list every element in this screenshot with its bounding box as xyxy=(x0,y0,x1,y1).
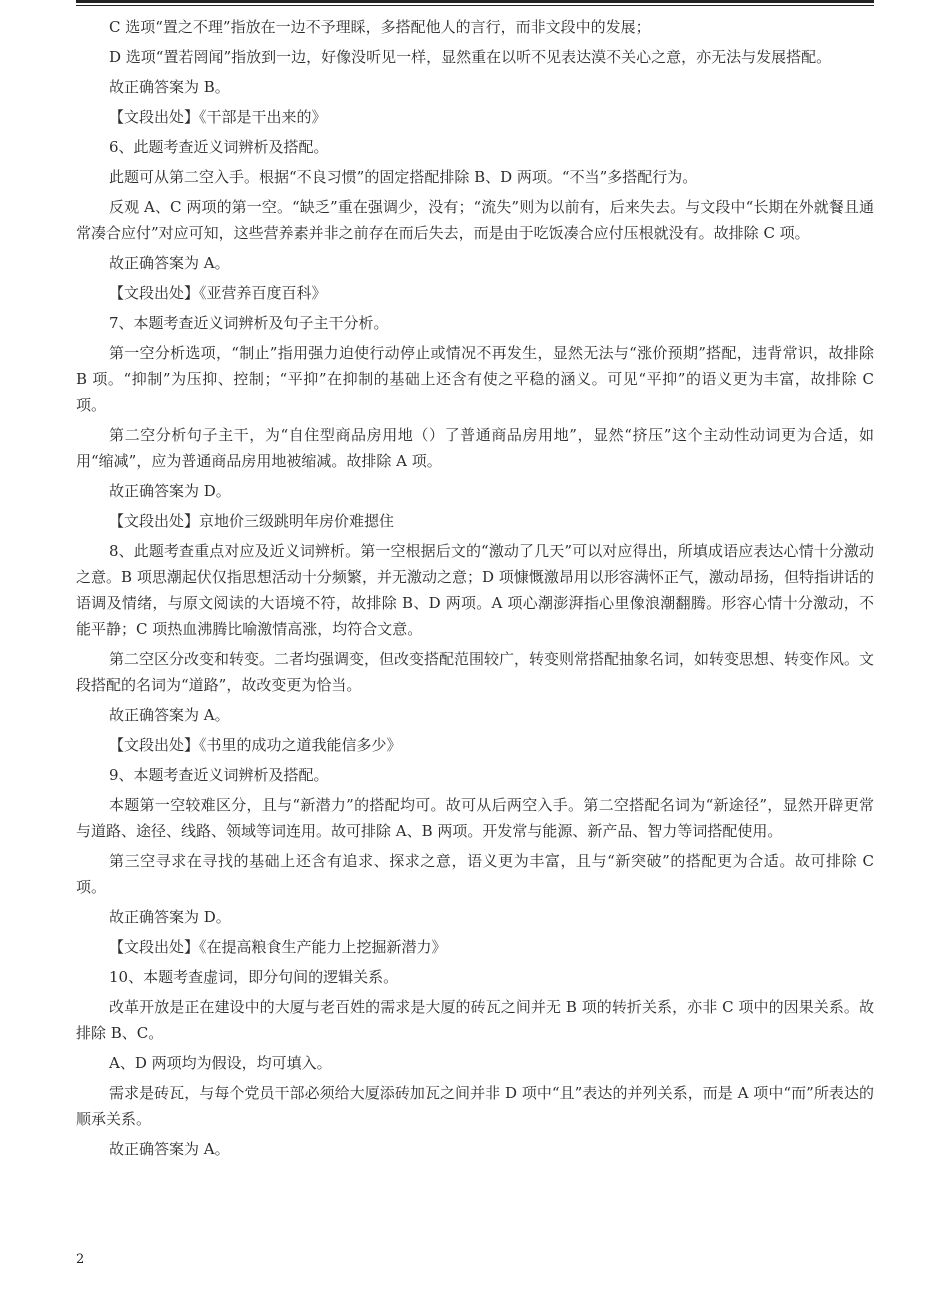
question-heading: 7、本题考查近义词辨析及句子主干分析。 xyxy=(109,314,389,332)
answer-line: 故正确答案为 D。 xyxy=(109,482,231,500)
answer-line: 故正确答案为 B。 xyxy=(109,78,230,96)
paragraph: 第二空区分改变和转变。二者均强调变，但改变搭配范围较广，转变则常搭配抽象名词，如转变思想、转变作风。文段搭配的名词为“道路”，故改变更为恰当。 xyxy=(76,650,875,694)
top-rule-thin xyxy=(76,5,874,6)
document-body xyxy=(76,14,874,1166)
answer-line: 故正确答案为 A。 xyxy=(109,254,230,272)
paragraph: 改革开放是正在建设中的大厦与老百姓的需求是大厦的砖瓦之间并无 B 项的转折关系，亦非 C 项中的因果关系。故排除 B、C。 xyxy=(76,998,874,1042)
source-line: 【文段出处】《亚营养百度百科》 xyxy=(109,284,327,302)
top-rule-thick xyxy=(76,0,874,3)
paragraph: A、D 两项均为假设，均可填入。 xyxy=(109,1054,332,1072)
source-line: 【文段出处】《书里的成功之道我能信多少》 xyxy=(109,736,402,754)
paragraph: 此题可从第二空入手。根据“不良习惯”的固定搭配排除 B、D 两项。“不当”多搭配行为。 xyxy=(109,168,698,186)
question-heading: 10、本题考查虚词，即分句间的逻辑关系。 xyxy=(109,968,399,986)
paragraph: 第一空分析选项，“制止”指用强力迫使行动停止或情况不再发生，显然无法与“涨价预期”搭配，违背常识，故排除 B 项。“抑制”为压抑、控制；“平抑”在抑制的基础上还含有使之平稳的涵义。可见“平抑”的语义更为丰富，故排除 C 项。 xyxy=(76,344,874,414)
paragraph: 本题第一空较难区分，且与“新潜力”的搭配均可。故可从后两空入手。第二空搭配名词为“新途径”，显然开辟更常与道路、途径、线路、领域等词连用。故可排除 A、B 两项。开发常与能源、新产品、智力等词搭配使用。 xyxy=(76,796,874,840)
paragraph: 反观 A、C 两项的第一空。“缺乏”重在强调少，没有；“流失”则为以前有，后来失去。与文段中“长期在外就餐且通常凑合应付”对应可知，这些营养素并非之前存在而后失去，而是由于吃饭凑合应付压根就没有。故排除 C 项。 xyxy=(76,198,874,242)
question-heading: 6、此题考查近义词辨析及搭配。 xyxy=(109,138,329,156)
answer-line: 故正确答案为 A。 xyxy=(109,1140,230,1158)
answer-line: 故正确答案为 A。 xyxy=(109,706,230,724)
paragraph: 第二空分析句子主干，为“自住型商品房用地（）了普通商品房用地”，显然“挤压”这个主动性动词更为合适，如用“缩减”，应为普通商品房用地被缩减。故排除 A 项。 xyxy=(76,426,874,470)
source-line: 【文段出处】《干部是干出来的》 xyxy=(109,108,327,126)
source-line: 【文段出处】《在提高粮食生产能力上挖掘新潜力》 xyxy=(109,938,447,956)
paragraph: D 选项“置若罔闻”指放到一边，好像没听见一样，显然重在以听不见表达漠不关心之意，亦无法与发展搭配。 xyxy=(109,48,832,66)
source-line: 【文段出处】京地价三级跳明年房价难摁住 xyxy=(109,512,395,530)
question-heading: 8、此题考查重点对应及近义词辨析。第一空根据后文的“激动了几天”可以对应得出，所填成语应表达心情十分激动之意。B 项思潮起伏仅指思想活动十分频繁，并无激动之意；D 项慷慨激昂用以形容满怀正气，激动昂扬，但特指讲话的语调及情绪，与原文阅读的大语境不符，故排除 B、D 两项。A 项心潮澎湃指心里像浪潮翻腾。形容心情十分激动，不能平静；C 项热血沸腾比喻激情高涨，均符合文意。 xyxy=(76,542,874,638)
paragraph: 需求是砖瓦，与每个党员干部必须给大厦添砖加瓦之间并非 D 项中“且”表达的并列关系，而是 A 项中“而”所表达的顺承关系。 xyxy=(76,1084,874,1128)
paragraph: C 选项“置之不理”指放在一边不予理睬，多搭配他人的言行，而非文段中的发展； xyxy=(109,18,651,36)
question-heading: 9、本题考查近义词辨析及搭配。 xyxy=(109,766,329,784)
paragraph: 第三空寻求在寻找的基础上还含有追求、探求之意，语义更为丰富，且与“新突破”的搭配更为合适。故可排除 C 项。 xyxy=(76,852,874,896)
page-number: 2 xyxy=(76,1252,85,1267)
answer-line: 故正确答案为 D。 xyxy=(109,908,231,926)
